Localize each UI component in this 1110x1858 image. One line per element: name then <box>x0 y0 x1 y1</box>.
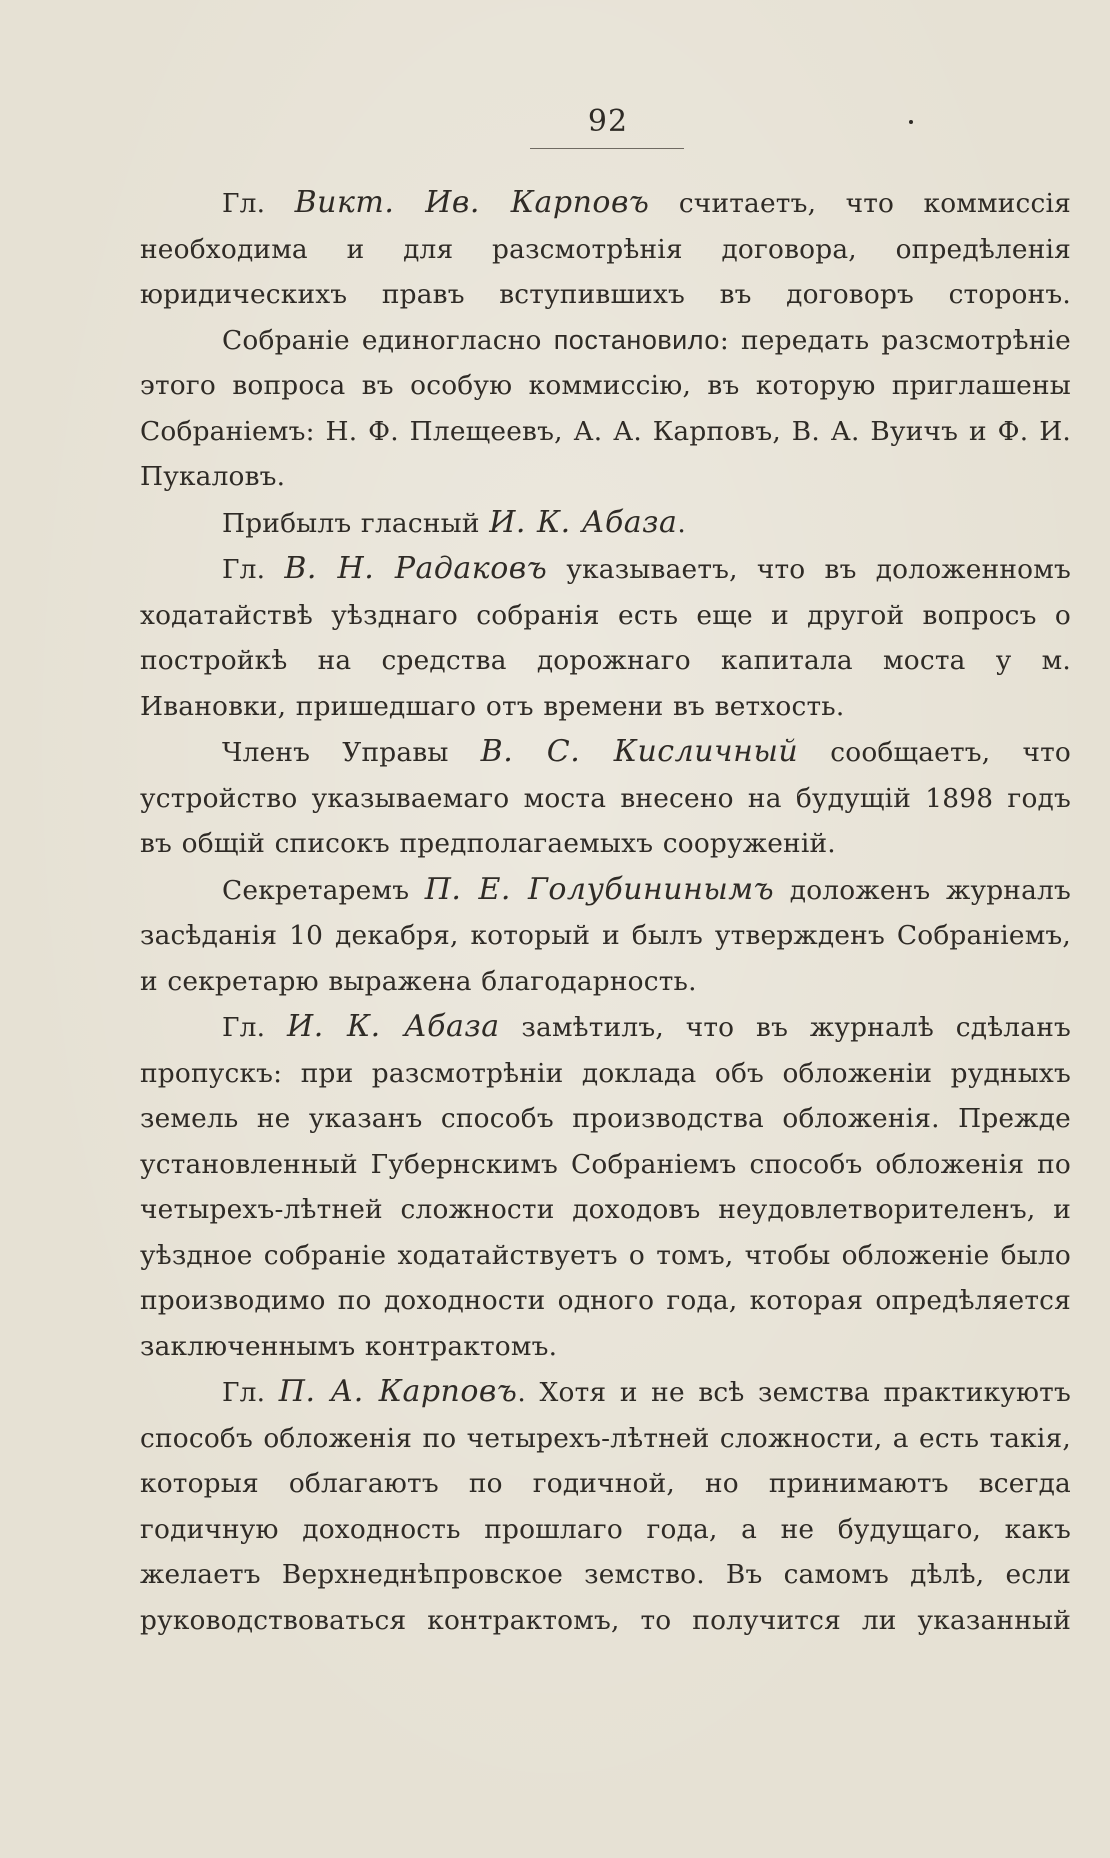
page-number: 92 <box>587 104 629 139</box>
text-run: доложенъ журналъ засѣданія 10 декабря, который и былъ утвержденъ Собраніемъ, и секретарю выражена благодарность. <box>140 874 1071 997</box>
paragraph <box>140 500 1071 547</box>
text-run: Гл. <box>222 1012 288 1043</box>
speaker-name: И. К. Абаза <box>489 504 678 540</box>
paragraph <box>140 180 1071 318</box>
text-run: Собраніе единогласно <box>222 324 554 356</box>
paragraph <box>140 729 1071 867</box>
header-rule <box>530 148 684 149</box>
text-run: : передать разсмотрѣніе этого вопроса въ особую коммиссію, въ которую приглашены Собраніемъ: Н. Ф. Плещеевъ, А. А. Карповъ, В. А. Вуичъ и Ф. И. Пукаловъ. <box>140 324 1071 492</box>
paragraph <box>140 867 1071 1005</box>
text-run: Членъ Управы <box>222 737 481 768</box>
paragraph <box>140 318 1071 500</box>
paragraph <box>140 546 1071 729</box>
text-run: сообщаетъ, что устройство указываемаго моста внесено на будущій 1898 годъ въ общій списокъ предполагаемыхъ сооруженій. <box>140 737 1071 859</box>
text-run: считаетъ, что коммиссія необходима и для разсмотрѣнія договора, опредѣленія юридическихъ правъ вступившихъ въ договоръ сторонъ. <box>140 188 1071 310</box>
resolution-word: постановило <box>553 324 720 355</box>
speaker-name: Викт. Ив. Карповъ <box>294 185 650 220</box>
speaker-name: П. А. Карповъ <box>278 1374 518 1409</box>
paragraph <box>140 1004 1071 1369</box>
text-run: . Хотя и не всѣ земства практикуютъ способъ обложенія по четырехъ-лѣтней сложности, а есть такія, которыя облагаютъ по годичной, но принимаютъ всегда годичную доходность прошлаго года, а не будущаго, какъ желаетъ Верхнеднѣпровское земство. Въ самомъ дѣлѣ, если руководствоваться контрактомъ, то получится ли указанный <box>140 1377 1071 1636</box>
speaker-name: И. К. Абаза <box>287 1009 500 1044</box>
speaker-name: В. Н. Радаковъ <box>284 551 548 586</box>
text-run: Гл. <box>222 1377 279 1408</box>
ink-speck <box>909 120 913 124</box>
text-run: Гл. <box>222 554 285 585</box>
speaker-name: В. С. Кисличный <box>480 734 799 769</box>
text-run: указываетъ, что въ доложенномъ ходатайствѣ уѣзднаго собранія есть еще и другой вопросъ о постройкѣ на средства дорожнаго капитала моста у м. Ивановки, пришедшаго отъ времени въ ветхость. <box>140 554 1071 722</box>
text-run: Прибылъ гласный <box>222 507 490 539</box>
body-text <box>140 180 1071 1643</box>
paragraph <box>140 1369 1071 1643</box>
speaker-name: П. Е. Голубининымъ <box>424 871 775 907</box>
text-run: . <box>677 507 687 539</box>
text-run: Гл. <box>222 188 295 219</box>
text-run: Секретаремъ <box>222 874 425 906</box>
text-run: замѣтилъ, что въ журналѣ сдѣланъ пропускъ: при разсмотрѣніи доклада объ обложеніи рудныхъ земель не указанъ способъ производства обложенія. Прежде установленный Губернскимъ Собраніемъ способъ обложенія по четырехъ-лѣтней сложности доходовъ неудовлетворителенъ, и уѣздное собраніе ходатайствуетъ о томъ, чтобы обложеніе было производимо по доходности одного года, которая опредѣляется заключеннымъ контрактомъ. <box>140 1012 1071 1362</box>
